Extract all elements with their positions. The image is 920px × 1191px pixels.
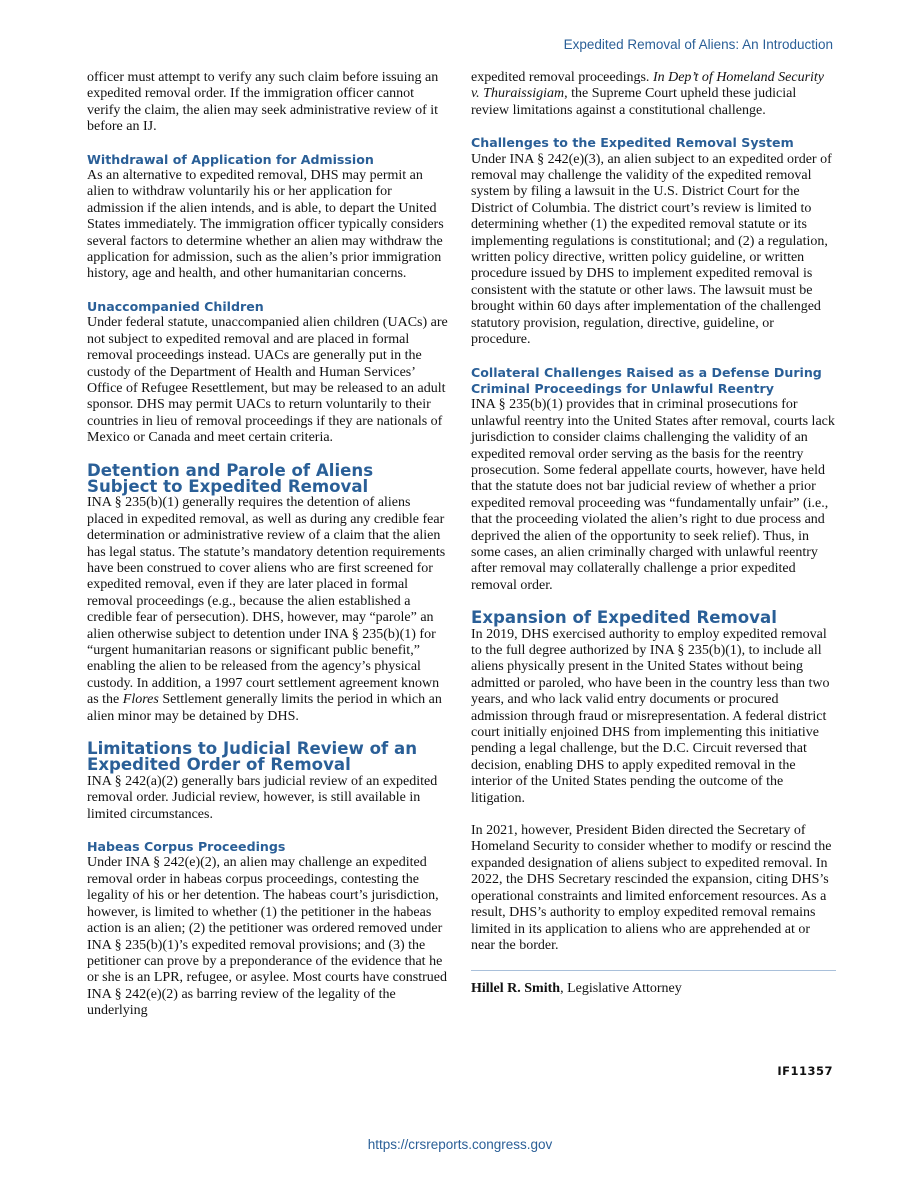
heading-limitations-judicial-review: Limitations to Judicial Review of an Expedited Order of Removal [87,739,418,775]
paragraph-expansion-2019: In 2019, DHS exercised authority to employ expedited removal to the full degree authorized by INA § 235(b)(1), to include all aliens physically present in the United States without being admitted or paroled, who have been in the country less than two years, and who lack valid entry documents or procured admission through fraud or misrepresentation. A federal district court initially enjoined DHS from implementing this initiative pending a legal challenge, but the D.C. Circuit reversed that decision, enabling DHS to apply expedited removal in the interior of the United States pending the outcome of the litigation. [471,626,830,806]
author-divider [471,970,836,971]
paragraph-detention [87,495,449,725]
habeas-cont-text-2: , the Supreme Court upheld these judicial review limitations against a constitutional challenge. [471,86,797,118]
flores-italic: Flores [122,692,159,708]
paragraph-habeas-corpus: Under INA § 242(e)(2), an alien may challenge an expedited removal order in habeas corpus proceedings, contesting the legality of his or her detention. The habeas court’s jurisdiction, however, is limited to whether (1) the petitioner in the habeas action is an alien; (2) the petitioner was ordered removed under INA § 235(b)(1)’s expedited removal provisions; and (3) the petitioner can prove by a preponderance of the evidence that he or she is an LPR, refugee, or asylee. Most courts have construed INA § 242(e)(2) as barring review of the legality of the underlying [87,855,448,1019]
author-title: , Legislative Attorney [560,981,682,997]
case-citation-italic: In Dep’t of Homeland Security v. Thuraissigiam [471,70,825,102]
heading-unaccompanied-children: Unaccompanied Children [87,298,264,314]
heading-habeas-corpus: Habeas Corpus Proceedings [87,839,286,855]
paragraph-habeas-continued [471,70,836,119]
running-header: Expedited Removal of Aliens: An Introduction [563,37,833,52]
left-column [87,70,449,1036]
heading-detention-parole: Detention and Parole of Aliens Subject to Expedited Removal [87,460,374,496]
paragraph-expansion-2021: In 2021, however, President Biden directed the Secretary of Homeland Security to consider whether to modify or rescind the expanded designation of aliens subject to expedited removal. In 2022, the DHS Secretary rescinded the expansion, citing DHS’s operational constraints and limited enforcement resources. As a result, DHS’s authority to employ expedited removal remains limited in its application to aliens who are apprehended at or near the border. [471,823,832,953]
footer-url-link[interactable]: https://crsreports.congress.gov [367,1137,553,1152]
right-column [471,70,836,998]
paragraph-intro-continued: officer must attempt to verify any such claim before issuing an expedited removal order. If the immigration officer cannot verify the claim, the alien may seek administrative review of it before an IJ. [87,70,439,135]
paragraph-withdrawal: As an alternative to expedited removal, DHS may permit an alien to withdraw voluntarily his or her application for admission if the alien intends, and is able, to depart the United States immediately. The immigration officer typically considers several factors to determine whether an alien may withdraw the application for admission, such as the alien’s prior immigration history, age and health, and other humanitarian concerns. [87,168,444,282]
habeas-cont-text-1: expedited removal proceedings. [471,70,653,85]
detention-text-2: Settlement generally limits the period in which an alien minor may be detained by DHS. [87,692,442,724]
paragraph-unaccompanied-children: Under federal statute, unaccompanied alien children (UACs) are not subject to expedited removal and are placed in formal removal proceedings instead. UACs are generally put in the custody of the Department of Health and Human Services’ Office of Refugee Resettlement, but may be released to an adult sponsor. DHS may permit UACs to return voluntarily to their countries in lieu of removal proceedings if they are nationals of Mexico or Canada and meet certain criteria. [87,315,448,446]
author-line [471,981,836,997]
author-name: Hillel R. Smith [471,981,561,997]
heading-expansion: Expansion of Expedited Removal [471,608,777,628]
heading-collateral-challenges: Collateral Challenges Raised as a Defense During Criminal Proceedings for Unlawful Reentry [471,364,822,396]
document-id: IF11357 [777,1064,833,1078]
detention-text-1: INA § 235(b)(1) generally requires the detention of aliens placed in expedited removal, as well as during any credible fear determination or administrative review of a claim that the alien has legal status. The statute’s mandatory detention requirements have been construed to cover aliens who are first screened for expedited removal, even if they are later placed in formal removal proceedings (e.g., because the alien established a credible fear of persecution). DHS, however, may “parole” an alien otherwise subject to detention under INA § 235(b)(1) for “urgent humanitarian reasons or significant public benefit,” enabling the alien to be released from the agency’s physical custody. In addition, a 1997 court settlement agreement known as the [87,495,446,708]
paragraph-challenges-system: Under INA § 242(e)(3), an alien subject to an expedited order of removal may challenge the validity of the expedited removal system by filing a lawsuit in the U.S. District Court for the District of Columbia. The district court’s review is limited to determining whether (1) the expedited removal statute or its implementing regulations is constitutional; and (2) a regulation, written policy directive, written policy guideline, or written procedure issued by DHS to implement expedited removal is consistent with the statute or other laws. The lawsuit must be brought within 60 days after implementation of the challenged statutory provision, regulation, directive, guideline, or procedure. [471,151,832,348]
heading-challenges-system: Challenges to the Expedited Removal System [471,135,794,151]
paragraph-collateral-challenges: INA § 235(b)(1) provides that in criminal prosecutions for unlawful reentry into the United States after removal, courts lack jurisdiction to consider claims challenging the validity of an expedited removal order serving as the basis for the reentry prosecution. Some federal appellate courts, however, have held that the statute does not bar judicial review of whether a prior expedited removal proceeding was “fundamentally unfair” (i.e., that the proceeding violated the alien’s right to due process and deprived the alien of the opportunity to seek relief). Thus, in some cases, an alien criminally charged with unlawful reentry after removal may collaterally challenge a prior expedited removal order. [471,397,835,593]
paragraph-limitations: INA § 242(a)(2) generally bars judicial review of an expedited removal order. Judicial review, however, is still available in limited circumstances. [87,773,438,822]
heading-withdrawal: Withdrawal of Application for Admission [87,151,374,167]
